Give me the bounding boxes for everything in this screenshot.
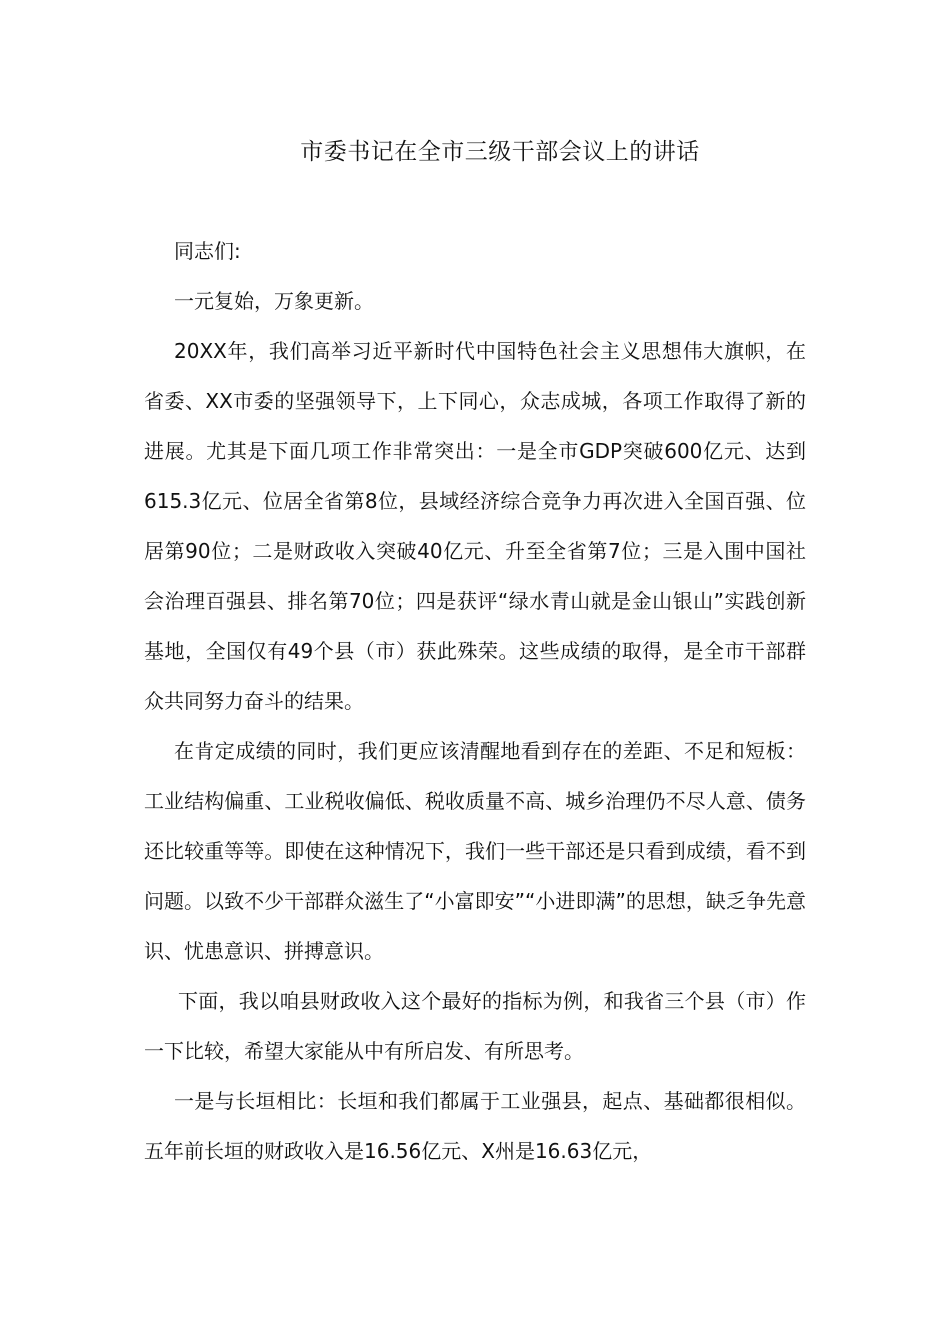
paragraph-comparison-changyuan: 一是与长垣相比：长垣和我们都属于工业强县，起点、基础都很相似。五年前长垣的财政收入是16.56亿元、X州是16.63亿元， <box>144 1089 806 1163</box>
document-body <box>144 226 806 1176</box>
paragraph-opening: 一元复始，万象更新。 <box>174 289 374 313</box>
document-title: 市委书记在全市三级干部会议上的讲话 <box>300 139 700 165</box>
paragraph-salutation: 同志们: <box>174 239 241 263</box>
paragraph-achievements: 20XX年，我们高举习近平新时代中国特色社会主义思想伟大旗帜，在省委、XX市委的坚强领导下，上下同心，众志成城，各项工作取得了新的进展。尤其是下面几项工作非常突出：一是全市GDP突破600亿元、达到615.3亿元、位居全省第8位，县域经济综合竞争力再次进入全国百强、位居第90位；二是财政收入突破40亿元、升至全省第7位；三是入围中国社会治理百强县、排名第70位；四是获评“绿水青山就是金山银山”实践创新基地，全国仅有49个县（市）获此殊荣。这些成绩的取得，是全市干部群众共同努力奋斗的结果。 <box>144 339 806 713</box>
paragraph-comparison-intro: 下面，我以咱县财政收入这个最好的指标为例，和我省三个县（市）作一下比较，希望大家能从中有所启发、有所思考。 <box>144 989 806 1063</box>
paragraph-shortcomings: 在肯定成绩的同时，我们更应该清醒地看到存在的差距、不足和短板：工业结构偏重、工业税收偏低、税收质量不高、城乡治理仍不尽人意、债务还比较重等等。即使在这种情况下，我们一些干部还是只看到成绩，看不到问题。以致不少干部群众滋生了“小富即安”“小进即满”的思想，缺乏争先意识、忧患意识、拼搏意识。 <box>144 739 806 963</box>
